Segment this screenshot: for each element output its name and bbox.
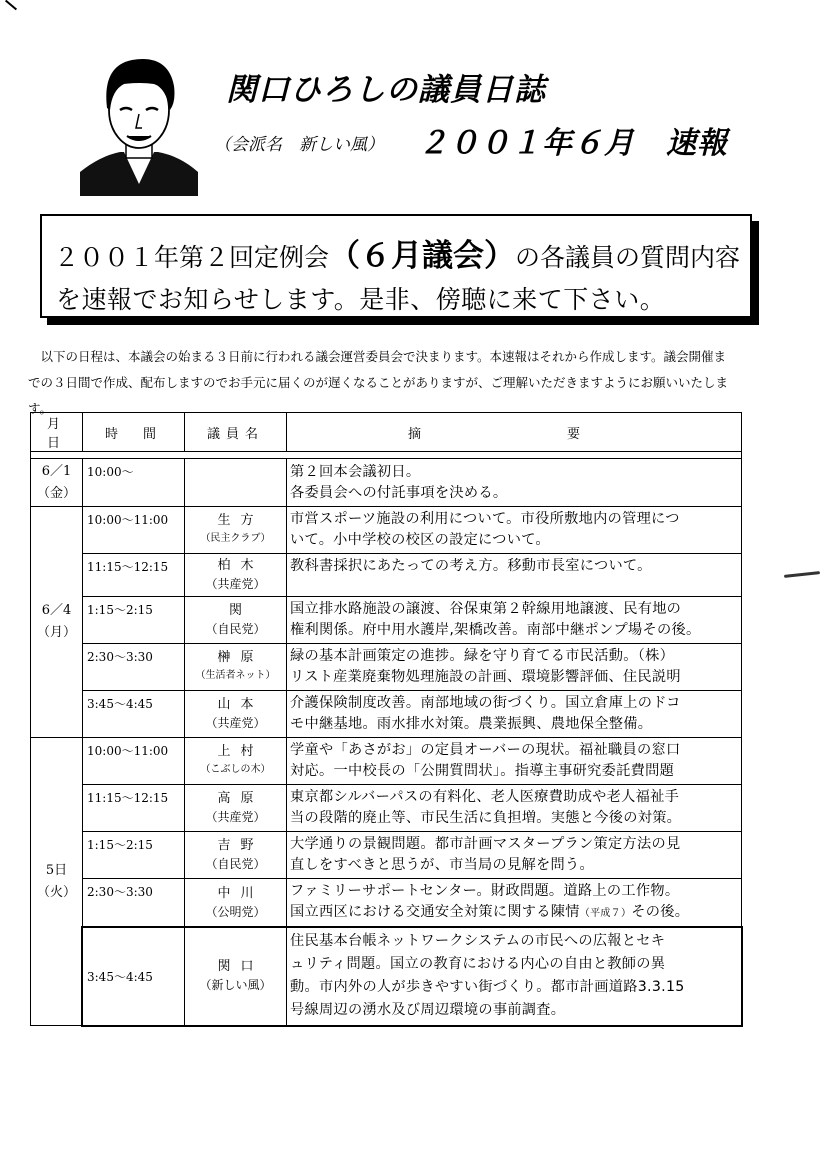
- affiliation: （会派名 新しい風）: [214, 135, 384, 155]
- summary-line: いて。小中学校の校区の設定について。: [290, 532, 550, 548]
- summary-line: 大学通りの景観問題。都市計画マスタープラン策定方法の見: [290, 836, 681, 852]
- summary-line: 東京都シルバーパスの有料化、老人医療費助成や老人福祉手: [290, 789, 680, 805]
- date-label: 6／1: [41, 463, 72, 479]
- summary-text: 国立西区における交通安全対策に関する陳情: [290, 904, 580, 920]
- summary-line: 学童や「あさがお」の定員オーバーの現状。福祉職員の窓口: [290, 742, 681, 758]
- table-row: [31, 879, 742, 927]
- member-party: （共産党）: [205, 577, 266, 591]
- table-spacer-row: [31, 452, 742, 459]
- schedule-table: [30, 412, 742, 1026]
- table-row: [31, 644, 742, 691]
- date-weekday: （月）: [36, 625, 76, 640]
- date-weekday: （火）: [36, 884, 76, 900]
- summary-line: ファミリーサポートセンター。財政問題。道路上の工作物。: [290, 883, 680, 899]
- summary-cell: [287, 459, 742, 507]
- member-name: 上村: [217, 744, 264, 759]
- table-row: [31, 554, 742, 597]
- member-party: （公明党）: [205, 904, 266, 919]
- header-member: 議員名: [185, 413, 287, 452]
- member-cell: [185, 879, 287, 927]
- date-label: 6／4: [41, 603, 72, 618]
- header-summary: 摘 要: [287, 413, 742, 452]
- announcement-line-1: [54, 230, 740, 275]
- table-row: [31, 507, 742, 554]
- summary-cell: [287, 554, 742, 597]
- member-name: 生方: [217, 513, 264, 528]
- announcement-suffix: の各議員の質問内容: [515, 243, 741, 272]
- table-header-row: [31, 413, 742, 452]
- member-party: （こぶしの木）: [200, 764, 271, 775]
- summary-line: 市営スポーツ施設の利用について。市役所敷地内の管理につ: [290, 511, 680, 527]
- summary-line: 権利関係。府中用水護岸,架橋改善。南部中継ポンプ場その後。: [290, 622, 701, 638]
- table-row: [31, 785, 742, 832]
- summary-cell: [287, 597, 742, 644]
- newsletter-title: 関口ひろしの議員日誌: [226, 72, 546, 108]
- date-cell: [31, 459, 83, 507]
- member-party: （新しい風）: [199, 978, 272, 992]
- summary-cell: [287, 785, 742, 832]
- table-row: [31, 738, 742, 785]
- time-cell: 10:00～11:00: [83, 738, 185, 785]
- summary-line: 教科書採択にあたっての考え方。移動市長室について。: [290, 558, 652, 574]
- time-cell: 1:15～2:15: [83, 597, 185, 644]
- member-cell: [185, 459, 287, 507]
- member-cell: [185, 738, 287, 785]
- summary-cell: [287, 738, 742, 785]
- member-party: （自民党）: [205, 622, 266, 636]
- summary-line: 動。市内外の人が歩きやすい街づくり。都市計画道路3.3.15: [290, 979, 685, 995]
- announcement-box: [40, 214, 752, 318]
- summary-cell: [287, 927, 742, 1026]
- summary-line: ュリティ問題。国立の教育における内心の自由と教師の異: [290, 956, 666, 972]
- date-cell: [31, 738, 83, 1026]
- member-name: 榊原: [217, 650, 264, 665]
- summary-line: 直しをすべきと思うが、市当局の見解を問う。: [290, 857, 594, 873]
- table-row: [31, 832, 742, 879]
- summary-line: 緑の基本計画策定の進捗。緑を守り育てる市民活動。（株）: [290, 648, 675, 664]
- summary-line: [290, 902, 741, 924]
- member-cell: [185, 554, 287, 597]
- member-cell: [185, 597, 287, 644]
- member-cell: [185, 785, 287, 832]
- member-party: （生活者ネット）: [195, 670, 276, 681]
- member-party: （民主クラブ）: [200, 533, 271, 544]
- member-cell: [185, 832, 287, 879]
- time-cell: 10:00～: [83, 459, 185, 507]
- corner-mark: [5, 0, 17, 10]
- summary-line: 対応。一中校長の「公開質問状」。指導主事研究委託費問題: [290, 763, 675, 779]
- summary-cell: [287, 644, 742, 691]
- summary-cell: [287, 691, 742, 738]
- member-name: 高原: [217, 791, 264, 806]
- summary-line: 各委員会への付託事項を決める。: [290, 484, 508, 501]
- time-cell: 10:00～11:00: [83, 507, 185, 554]
- table-row: [31, 459, 742, 507]
- header-time: 時 間: [83, 413, 185, 452]
- summary-line: 住民基本台帳ネットワークシステムの市民への広報とセキ: [290, 933, 666, 949]
- date-label: 5日: [45, 862, 68, 878]
- summary-tail: その後。: [631, 904, 690, 920]
- member-party: （共産党）: [205, 716, 266, 730]
- date-weekday: （金）: [36, 485, 76, 501]
- member-cell: [185, 691, 287, 738]
- announcement-line-2: を速報でお知らせします。是非、傍聴に来て下さい。: [56, 285, 666, 314]
- time-cell: 1:15～2:15: [83, 832, 185, 879]
- member-party: （共産党）: [205, 810, 266, 824]
- time-cell: 11:15～12:15: [83, 554, 185, 597]
- member-cell: [185, 507, 287, 554]
- summary-line: 介護保険制度改善。南部地域の街づくり。国立倉庫上のドコ: [290, 695, 681, 711]
- member-name: 吉野: [217, 838, 264, 853]
- summary-note: （平成７）: [579, 908, 632, 919]
- summary-line: 第２回本会議初日。: [290, 463, 421, 480]
- announcement-emphasis: （６月議会）: [329, 238, 516, 274]
- summary-cell: [287, 832, 742, 879]
- time-cell: 11:15～12:15: [83, 785, 185, 832]
- member-name: 中川: [217, 885, 264, 901]
- member-name: 柏木: [217, 558, 264, 573]
- table-row: [31, 691, 742, 738]
- summary-line: 国立排水路施設の譲渡、谷保東第２幹線用地譲渡、民有地の: [290, 601, 682, 617]
- member-cell: [185, 644, 287, 691]
- summary-line: モ中継基地。雨水排水対策。農業振興、農地保全整備。: [290, 716, 653, 732]
- member-cell: [185, 927, 287, 1026]
- time-cell: 2:30～3:30: [83, 644, 185, 691]
- announcement-prefix: ２００１年第２回定例会: [54, 243, 330, 272]
- edition-label: ２００１年６月 速報: [418, 126, 728, 161]
- summary-line: リスト産業廃棄物処理施設の計画、環境影響評価、住民説明: [290, 669, 681, 685]
- table-row: [31, 597, 742, 644]
- header-date: 月 日: [31, 413, 83, 452]
- time-cell: 2:30～3:30: [83, 879, 185, 927]
- table-row-highlighted: [31, 927, 742, 1026]
- time-cell: 3:45～4:45: [83, 691, 185, 738]
- member-name: 山本: [217, 697, 264, 712]
- time-cell: 3:45～4:45: [83, 927, 185, 1026]
- intro-paragraph: 以下の日程は、本議会の始まる３日前に行われる議会運営委員会で決まります。本速報はそれから作成します。議会開催までの３日間で作成、配布しますのでお手元に届くのが遅くなることがありますが、ご理解いただきますようにお願いいたします。: [28, 349, 729, 416]
- member-portrait: [80, 44, 198, 196]
- summary-cell: [287, 879, 742, 927]
- member-name: 関: [228, 603, 252, 618]
- summary-line: 号線周辺の湧水及び周辺環境の事前調査。: [290, 1002, 566, 1018]
- date-cell: [31, 507, 83, 738]
- summary-cell: [287, 507, 742, 554]
- member-party: （自民党）: [205, 857, 266, 871]
- summary-line: 当の段階的廃止等、市民生活に負担増。実態と今後の対策。: [290, 810, 682, 826]
- member-name: 関口: [217, 959, 264, 974]
- scan-smudge: [784, 571, 820, 578]
